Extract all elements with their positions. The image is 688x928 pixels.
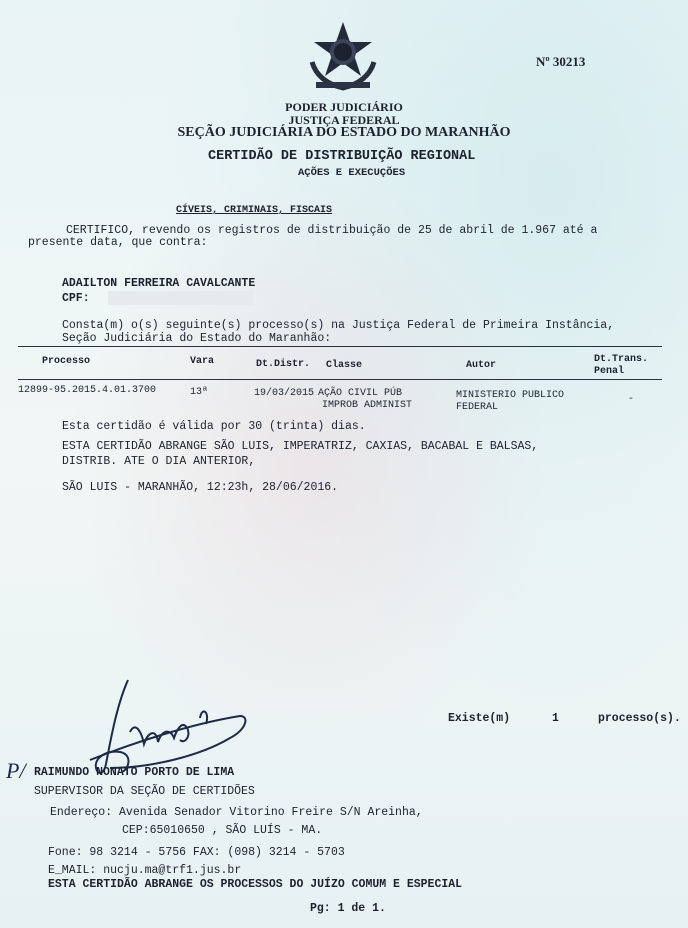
th-dt-distr: Dt.Distr. — [256, 359, 311, 370]
document-subtitle: AÇÕES E EXECUÇÕES — [298, 167, 406, 179]
abrange-line-1: ESTA CERTIDÃO ABRANGE SÃO LUIS, IMPERATRIZ, CAXIAS, BACABAL E BALSAS, — [62, 440, 539, 453]
existe-unit: processo(s). — [598, 712, 681, 725]
th-penal: Penal — [594, 366, 625, 377]
td-dt-distr: 19/03/2015 — [254, 388, 315, 399]
page-indicator: Pg: 1 de 1. — [310, 902, 386, 915]
certifico-line-1: CERTIFICO, revendo os registros de distribuição de 25 de abril de 1.967 até a — [66, 224, 598, 237]
consta-line-1: Consta(m) o(s) seguinte(s) processo(s) na Justiça Federal de Primeira Instância, — [62, 319, 615, 332]
org-justica-federal: JUSTIÇA FEDERAL — [288, 113, 400, 127]
th-autor: Autor — [466, 360, 497, 371]
consta-line-2: Seção Judiciária do Estado do Maranhão: — [62, 332, 332, 345]
table-top-rule — [18, 346, 662, 347]
place-date: SÃO LUIS - MARANHÃO, 12:23h, 28/06/2016. — [62, 481, 339, 494]
td-classe-2: IMPROB ADMINIST — [322, 400, 413, 411]
org-poder-judiciario: PODER JUDICIÁRIO — [285, 100, 403, 114]
th-vara: Vara — [190, 356, 215, 367]
td-classe-1: AÇÃO CIVIL PÚB — [318, 388, 403, 399]
td-autor-2: FEDERAL — [456, 402, 499, 413]
existe-label: Existe(m) — [448, 712, 511, 725]
footer-address: Endereço: Avenida Senador Vitorino Freire S/N Areinha, — [50, 806, 423, 819]
cpf-redaction — [108, 291, 253, 305]
party-name: ADAILTON FERREIRA CAVALCANTE — [62, 277, 256, 290]
cpf-label: CPF: — [62, 292, 90, 305]
coat-of-arms-emblem — [304, 18, 382, 96]
td-vara: 13ª — [190, 387, 209, 398]
validity-note: Esta certidão é válida por 30 (trinta) dias. — [62, 420, 366, 433]
footer-juizo-note: ESTA CERTIDÃO ABRANGE OS PROCESSOS DO JUÍZO COMUM E ESPECIAL — [48, 878, 463, 891]
signer-role: SUPERVISOR DA SEÇÃO DE CERTIDÕES — [34, 785, 255, 798]
td-autor-1: MINISTERIO PUBLICO — [456, 390, 565, 401]
category-label: CÍVEIS, CRIMINAIS, FISCAIS — [176, 205, 333, 216]
table-header-rule — [18, 379, 662, 380]
existe-count: 1 — [552, 712, 559, 725]
th-dt-trans: Dt.Trans. — [594, 354, 649, 365]
signer-prefix: P/ — [6, 758, 26, 783]
abrange-line-2: DISTRIB. ATE O DIA ANTERIOR, — [62, 455, 256, 468]
footer-cep: CEP:65010650 , SÃO LUÍS - MA. — [122, 824, 323, 837]
th-processo: Processo — [42, 356, 91, 367]
th-classe: Classe — [326, 360, 363, 371]
td-dt-trans: - — [628, 394, 635, 405]
certificate-number: Nº 30213 — [536, 54, 586, 69]
document-title: CERTIDÃO DE DISTRIBUIÇÃO REGIONAL — [208, 149, 476, 164]
signer-name: RAIMUNDO NONATO PORTO DE LIMA — [34, 766, 235, 779]
footer-phone: Fone: 98 3214 - 5756 FAX: (098) 3214 - 5703 — [48, 846, 345, 859]
org-secao-judiciaria: SEÇÃO JUDICIÁRIA DO ESTADO DO MARANHÃO — [177, 125, 511, 140]
footer-email: E_MAIL: nucju.ma@trf1.jus.br — [48, 864, 242, 877]
td-processo: 12899-95.2015.4.01.3700 — [18, 385, 157, 396]
certifico-line-2: presente data, que contra: — [28, 236, 208, 249]
